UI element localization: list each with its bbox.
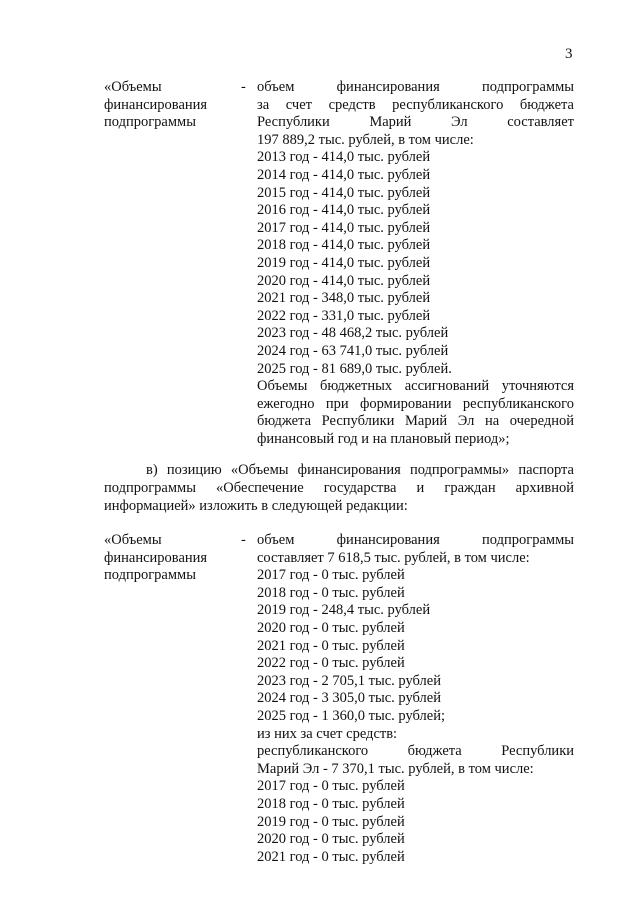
amendment-paragraph xyxy=(104,461,574,515)
note-line: бюджета Республики Марий Эл на очередной xyxy=(257,413,574,430)
intro-line: Республики Марий Эл составляет xyxy=(257,114,574,131)
label-line: подпрограммы xyxy=(104,567,196,584)
funding-label-1 xyxy=(104,79,244,132)
intro-line: объем финансирования подпрограммы xyxy=(257,79,574,95)
year-line: 2017 год - 0 тыс. рублей xyxy=(257,567,405,584)
year-line: 2025 год - 1 360,0 тыс. рублей; xyxy=(257,707,445,724)
year-line: 2021 год - 348,0 тыс. рублей xyxy=(257,290,431,307)
note-line: финансовый год и на плановый период»; xyxy=(257,430,510,447)
year-line: 2020 год - 0 тыс. рублей xyxy=(257,619,405,636)
funding-label-2 xyxy=(104,532,244,585)
year-line: 2023 год - 2 705,1 тыс. рублей xyxy=(257,672,441,689)
year-line: 2015 год - 414,0 тыс. рублей xyxy=(257,184,431,201)
label-line: финансирования xyxy=(104,96,208,113)
label-line: подпрограммы xyxy=(104,114,196,131)
page-number: 3 xyxy=(565,46,573,62)
year-line: 2017 год - 0 тыс. рублей xyxy=(257,778,405,795)
year-line: 2022 год - 0 тыс. рублей xyxy=(257,655,405,672)
year-line: 2013 год - 414,0 тыс. рублей xyxy=(257,149,431,166)
year-line: 2018 год - 0 тыс. рублей xyxy=(257,795,405,812)
year-line: 2025 год - 81 689,0 тыс. рублей. xyxy=(257,360,452,377)
label-line: «Объемы xyxy=(104,79,162,95)
dash-separator: - xyxy=(241,79,246,95)
year-line: 2021 год - 0 тыс. рублей xyxy=(257,637,405,654)
label-line: «Объемы xyxy=(104,532,162,548)
year-line: 2023 год - 48 468,2 тыс. рублей xyxy=(257,325,449,342)
intro-line: объем финансирования подпрограммы xyxy=(257,532,574,548)
year-line: 2020 год - 0 тыс. рублей xyxy=(257,831,405,848)
paragraph-line: информацией» изложить в следующей редакции: xyxy=(104,498,408,514)
label-line: финансирования xyxy=(104,549,208,566)
year-line: 2019 год - 0 тыс. рублей xyxy=(257,813,405,830)
intro-line: составляет 7 618,5 тыс. рублей, в том числе: xyxy=(257,549,530,566)
note-line: Объемы бюджетных ассигнований уточняются xyxy=(257,378,574,395)
source-line: республиканского бюджета Республики xyxy=(257,743,574,760)
funding-details-1 xyxy=(257,79,574,448)
intro-line: 197 889,2 тыс. рублей, в том числе: xyxy=(257,131,474,148)
dash-separator: - xyxy=(241,532,246,548)
year-line: 2022 год - 331,0 тыс. рублей xyxy=(257,307,431,324)
year-line: 2016 год - 414,0 тыс. рублей xyxy=(257,202,431,219)
year-line: 2014 год - 414,0 тыс. рублей xyxy=(257,166,431,183)
year-line: 2024 год - 63 741,0 тыс. рублей xyxy=(257,342,449,359)
year-line: 2018 год - 0 тыс. рублей xyxy=(257,584,405,601)
funding-details-2 xyxy=(257,532,574,866)
year-line: 2018 год - 414,0 тыс. рублей xyxy=(257,237,431,254)
paragraph-line: подпрограммы «Обеспечение государства и граждан архивной xyxy=(104,480,574,496)
intro-line: за счет средств республиканского бюджета xyxy=(257,96,574,113)
year-line: 2024 год - 3 305,0 тыс. рублей xyxy=(257,690,441,707)
source-line: из них за счет средств: xyxy=(257,725,398,742)
year-line: 2017 год - 414,0 тыс. рублей xyxy=(257,219,431,236)
note-line: ежегодно при формировании республиканского xyxy=(257,395,574,412)
paragraph-line: в) позицию «Объемы финансирования подпрограммы» паспорта xyxy=(146,462,574,478)
year-line: 2019 год - 414,0 тыс. рублей xyxy=(257,254,431,271)
year-line: 2019 год - 248,4 тыс. рублей xyxy=(257,602,431,619)
source-line: Марий Эл - 7 370,1 тыс. рублей, в том числе: xyxy=(257,760,534,777)
year-line: 2021 год - 0 тыс. рублей xyxy=(257,848,405,865)
year-line: 2020 год - 414,0 тыс. рублей xyxy=(257,272,431,289)
